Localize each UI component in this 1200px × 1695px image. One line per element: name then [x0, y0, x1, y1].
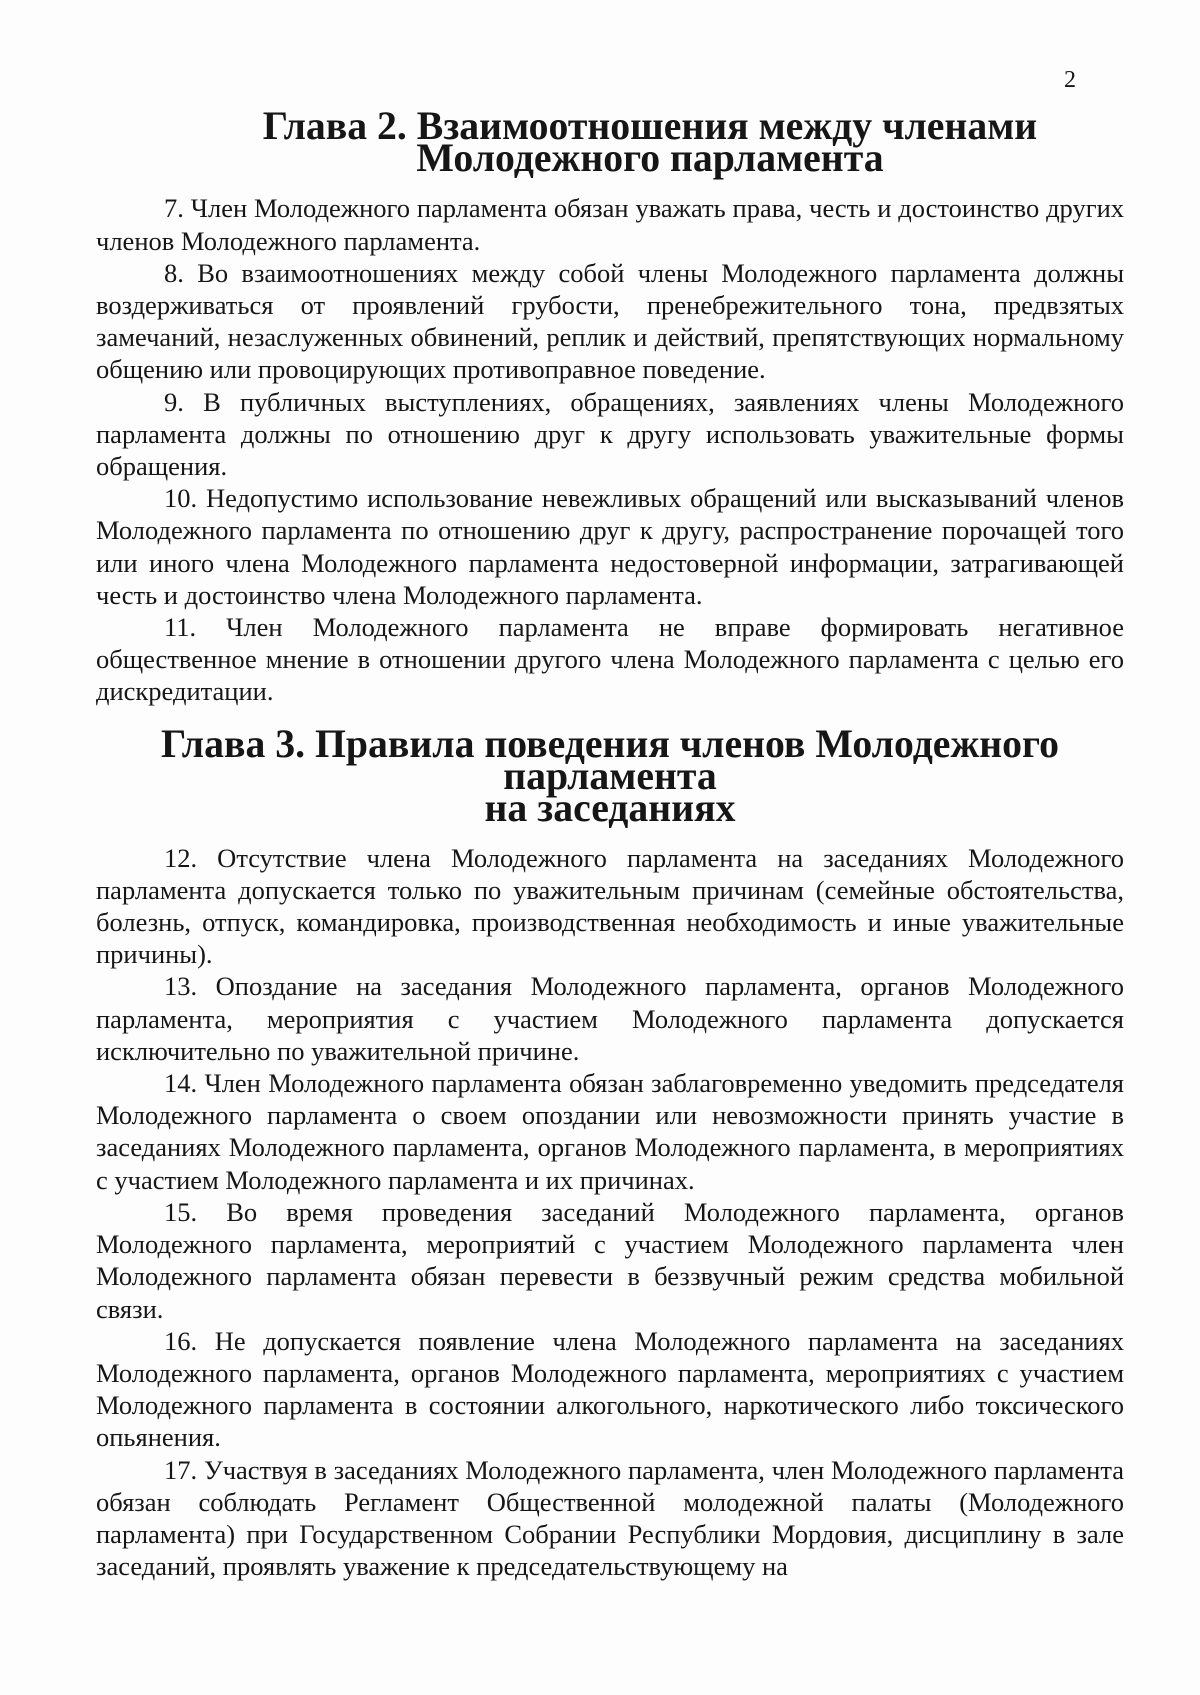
- paragraph-8: 8. Во взаимоотношениях между собой члены Молодежного парламента должны воздерживаться от проявлений грубости, пренебрежительного тона, предвзятых замечаний, незаслуженных обвинений, реплик и действий, препятствующих нормальному общению или провоцирующих противоправное поведение.: [96, 257, 1124, 385]
- paragraph-16: 16. Не допускается появление члена Молодежного парламента на заседаниях Молодежного парламента, органов Молодежного парламента, мероприятиях с участием Молодежного парламента в состоянии алкогольного, наркотического либо токсического опьянения.: [96, 1325, 1124, 1453]
- paragraph-12: 12. Отсутствие члена Молодежного парламента на заседаниях Молодежного парламента допускается только по уважительным причинам (семейные обстоятельства, болезнь, отпуск, командировка, производственная необходимость и иные уважительные причины).: [96, 842, 1124, 970]
- page-number: 2: [1064, 67, 1076, 93]
- paragraph-7: 7. Член Молодежного парламента обязан уважать права, честь и достоинство других членов Молодежного парламента.: [96, 193, 1124, 256]
- paragraph-11: 11. Член Молодежного парламента не вправе формировать негативное общественное мнение в отношении другого члена Молодежного парламента с целью его дискредитации.: [96, 612, 1124, 707]
- chapter-3-title: [96, 721, 1124, 830]
- paragraph-9: 9. В публичных выступлениях, обращениях, заявлениях члены Молодежного парламента должны по отношению друг к другу использовать уважительные формы обращения.: [96, 386, 1124, 482]
- paragraph-14: 14. Член Молодежного парламента обязан заблаговременно уведомить председателя Молодежного парламента о своем опоздании или невозможности принять участие в заседаниях Молодежного парламента, органов Молодежного парламента, в мероприятиях с участием Молодежного парламента и их причинах.: [96, 1068, 1124, 1195]
- chapter-3-title-line-2: на заседаниях: [484, 785, 736, 830]
- document-body: [96, 104, 1124, 1582]
- paragraph-15: 15. Во время проведения заседаний Молодежного парламента, органов Молодежного парламента, мероприятий с участием Молодежного парламента член Молодежного парламента обязан перевести в беззвучный режим средства мобильной связи.: [96, 1196, 1124, 1324]
- paragraph-10: 10. Недопустимо использование невежливых обращений или высказываний членов Молодежного парламента по отношению друг к другу, распространение порочащей того или иного члена Молодежного парламента недостоверной информации, затрагивающей честь и достоинство члена Молодежного парламента.: [96, 483, 1124, 610]
- chapter-3-title-line-1: Глава 3. Правила поведения членов Молодежного парламента: [161, 721, 1059, 798]
- paragraph-17: 17. Участвуя в заседаниях Молодежного парламента, член Молодежного парламента обязан соблюдать Регламент Общественной молодежной палаты (Молодежного парламента) при Государственном Собрании Республики Мордовия, дисциплину в зале заседаний, проявлять уважение к председательствующему на: [96, 1454, 1124, 1582]
- paragraph-13: 13. Опоздание на заседания Молодежного парламента, органов Молодежного парламента, мероприятия с участием Молодежного парламента допускается исключительно по уважительной причине.: [96, 971, 1124, 1066]
- chapter-2-title: Глава 2. Взаимоотношения между членами Молодежного парламента: [262, 104, 1038, 181]
